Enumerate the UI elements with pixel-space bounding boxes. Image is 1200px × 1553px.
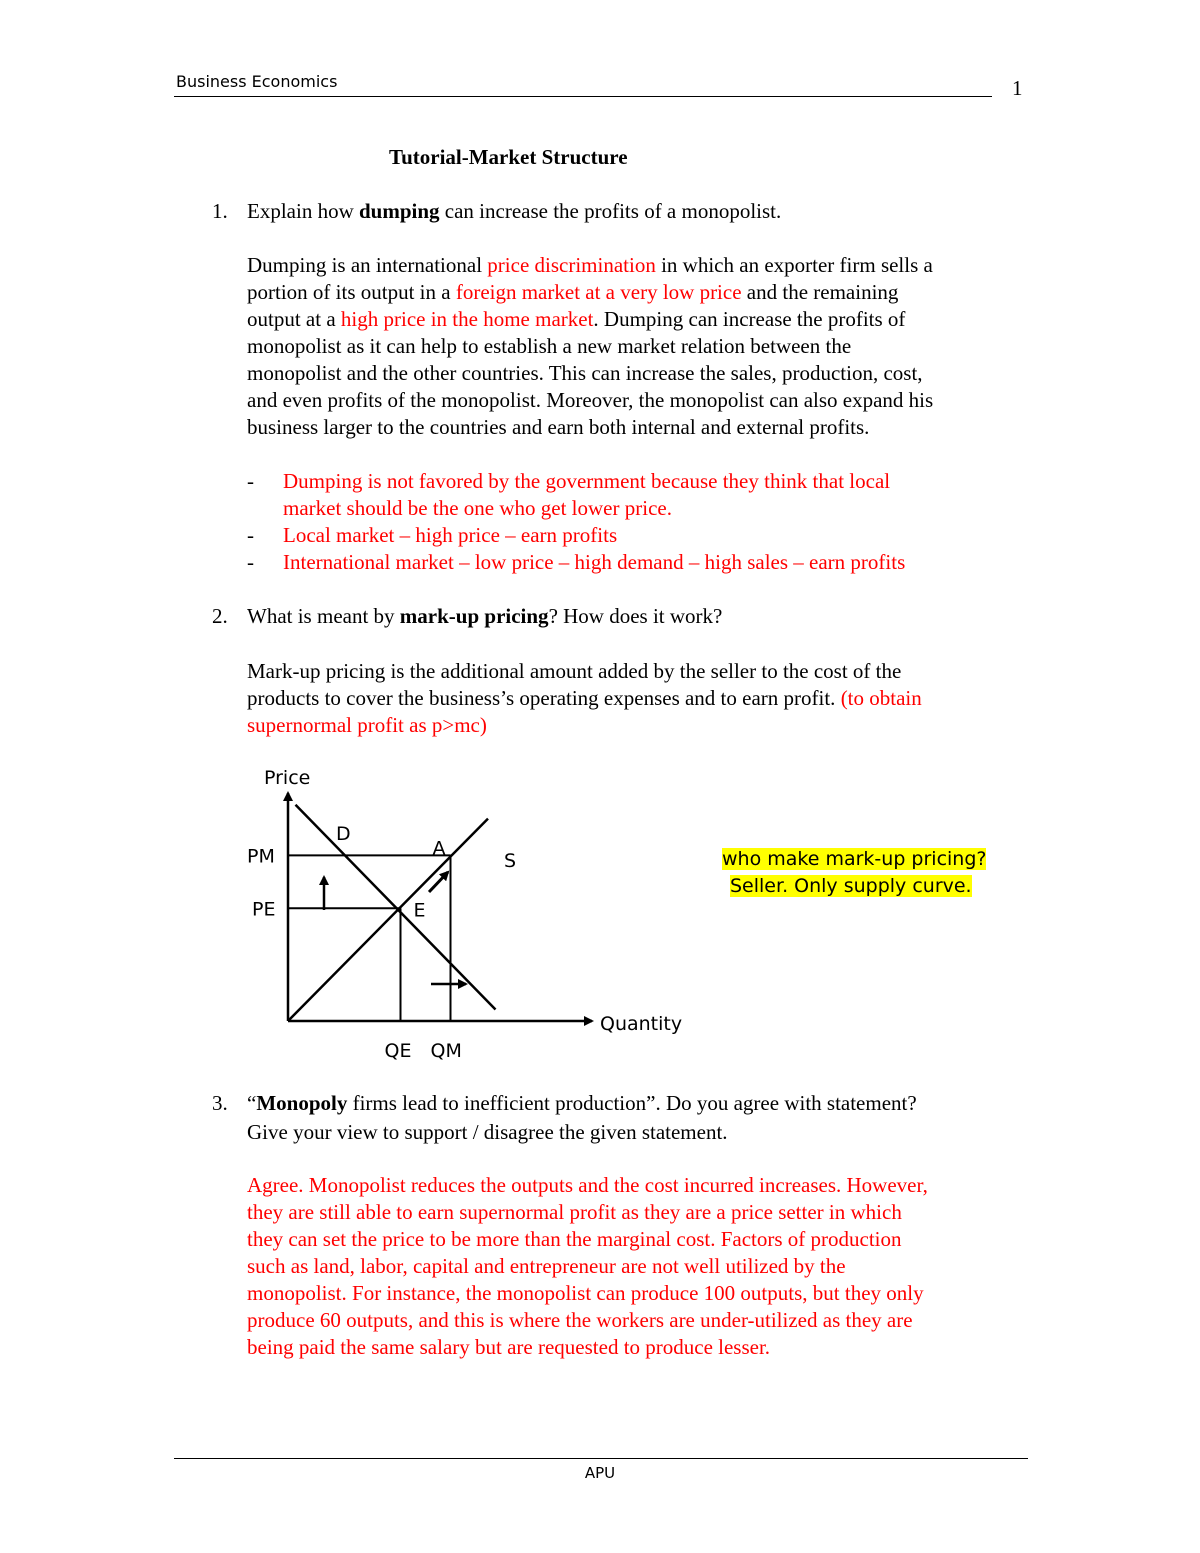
bullet-dash: - [247, 469, 254, 493]
q2-answer-line-1: Mark-up pricing is the additional amount added by the seller to the cost of the [247, 659, 902, 683]
header-divider [174, 96, 992, 97]
question-3-text: “Monopoly firms lead to inefficient production”. Do you agree with statement? [247, 1091, 917, 1115]
q3-answer-line-5: monopolist. For instance, the monopolist can produce 100 outputs, but they only [247, 1281, 924, 1305]
y-axis-label: Price [264, 767, 311, 789]
supply-curve [288, 819, 488, 1021]
point-a-label: A [432, 837, 446, 860]
y-tick-label-pe: PE [252, 898, 276, 921]
question-1-number: 1. [212, 199, 228, 223]
y-tick-label-pm: PM [247, 845, 275, 868]
page-title: Tutorial-Market Structure [389, 145, 628, 169]
q3-answer-line-7: being paid the same salary but are requested to produce lesser. [247, 1335, 771, 1359]
q1-answer-line-1: Dumping is an international price discrimination in which an exporter firm sells a [247, 253, 933, 277]
question-1-text: Explain how dumping can increase the profits of a monopolist. [247, 199, 782, 223]
q2-answer-line-3: supernormal profit as p>mc) [247, 713, 487, 737]
q1-bullet-1: Dumping is not favored by the government because they think that local [283, 469, 891, 493]
q1-answer-line-4: monopolist as it can help to establish a new market relation between the [247, 334, 852, 358]
bullet-dash: - [247, 523, 254, 547]
q1-bullet-1-cont: market should be the one who get lower price. [283, 496, 672, 520]
q1-bullet-3: International market – low price – high demand – high sales – earn profits [283, 550, 906, 574]
markup-pricing-chart [230, 755, 700, 1070]
q3-answer-line-1: Agree. Monopolist reduces the outputs and the cost incurred increases. However, [247, 1173, 928, 1197]
footer-divider [174, 1458, 1028, 1459]
x-tick-label-qe: QE [384, 1040, 412, 1062]
question-3-number: 3. [212, 1091, 228, 1115]
demand-curve [296, 805, 496, 1010]
q1-answer-line-3: output at a high price in the home market. Dumping can increase the profits of [247, 307, 906, 331]
bullet-dash: - [247, 550, 254, 574]
q1-bullet-2: Local market – high price – earn profits [283, 523, 618, 547]
highlight-note-question: who make mark-up pricing? [722, 848, 987, 870]
question-2-number: 2. [212, 604, 228, 628]
q3-answer-line-6: produce 60 outputs, and this is where the workers are under-utilized as they are [247, 1308, 913, 1332]
point-e-label: E [413, 899, 426, 922]
demand-label: D [336, 823, 351, 845]
q3-answer-line-2: they are still able to earn supernormal profit as they are a price setter in which [247, 1200, 902, 1224]
q3-answer-line-3: they can set the price to be more than the marginal cost. Factors of production [247, 1227, 902, 1251]
question-2-text: What is meant by mark-up pricing? How does it work? [247, 604, 723, 628]
q1-answer-line-7: business larger to the countries and earn both internal and external profits. [247, 415, 870, 439]
footer-text: APU [584, 1464, 616, 1482]
x-axis-label: Quantity [600, 1013, 683, 1035]
x-tick-label-qm: QM [430, 1040, 462, 1062]
q3-answer-line-4: such as land, labor, capital and entrepreneur are not well utilized by the [247, 1254, 846, 1278]
q2-answer-line-2: products to cover the business’s operating expenses and to earn profit. (to obtain [247, 686, 922, 710]
page-number: 1 [1012, 76, 1023, 100]
q1-answer-line-5: monopolist and the other countries. This can increase the sales, production, cost, [247, 361, 923, 385]
question-3-text-line-2: Give your view to support / disagree the given statement. [247, 1120, 728, 1144]
supply-label: S [504, 850, 517, 872]
header-title: Business Economics [176, 72, 338, 91]
highlight-note-answer: Seller. Only supply curve. [730, 875, 972, 897]
q1-answer-line-2: portion of its output in a foreign market at a very low price and the remaining [247, 280, 899, 304]
q1-answer-line-6: and even profits of the monopolist. Moreover, the monopolist can also expand his [247, 388, 934, 412]
